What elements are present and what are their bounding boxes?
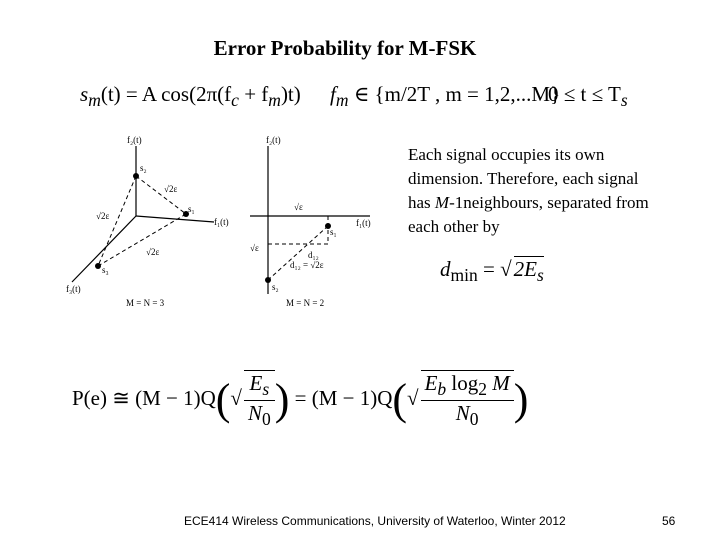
freq-subscript: m bbox=[268, 90, 281, 111]
description-suffix: -1neighbours, separated from each other by bbox=[408, 193, 649, 236]
label-d12: d₁₂ bbox=[308, 250, 319, 260]
slide-footer: ECE414 Wireless Communications, University of Waterloo, Winter 2012 bbox=[184, 514, 566, 528]
pe-den1-sub: 0 bbox=[261, 409, 271, 430]
pe-den2-sub: 0 bbox=[469, 409, 479, 430]
dmin-equals: = bbox=[477, 257, 501, 281]
dmin-subscript: min bbox=[450, 265, 478, 286]
slide-title: Error Probability for M-FSK bbox=[213, 36, 477, 60]
description-prefix: Each signal occupies its own dimension. Therefore, each signal has bbox=[408, 145, 639, 212]
label-s2: s₂ bbox=[140, 163, 147, 173]
label-sqrt2e-top: √2ε bbox=[164, 184, 178, 194]
error-probability-equation: P(e) ≅ (M − 1)Q(√ $\frac{E_s}{N_0}$ ) = (M − 1)Q(√ $\frac{E_b \log_2 M}{N_0}$ ) bbox=[72, 371, 529, 430]
point-s2 bbox=[133, 173, 139, 179]
dmin-symbol: d bbox=[440, 257, 451, 281]
dmin-root: 2E bbox=[513, 257, 537, 281]
signal-symbol: s bbox=[80, 82, 89, 106]
label-s1: s₁ bbox=[188, 204, 195, 214]
time-text: 0 ≤ t ≤ T bbox=[548, 82, 621, 106]
pe-num2-log-base: 2 bbox=[478, 379, 487, 400]
freq-symbol: f bbox=[330, 82, 336, 106]
pe-num2: E bbox=[424, 371, 438, 395]
description-text bbox=[408, 143, 658, 239]
label-f2: f₂(t) bbox=[127, 135, 142, 145]
pe-num1-sub: s bbox=[262, 379, 270, 400]
fsk-3d-constellation-diagram bbox=[64, 134, 239, 310]
label-s2: s₂ bbox=[272, 282, 279, 292]
dmin-root-subscript: s bbox=[536, 265, 544, 286]
description-variable: M bbox=[434, 193, 450, 212]
pe-lhs: P(e) ≅ (M − 1)Q bbox=[72, 386, 216, 410]
label-d12-value: d₁₂ = √2ε bbox=[290, 260, 324, 270]
point-s3 bbox=[95, 263, 101, 269]
pe-mid: = (M − 1)Q bbox=[289, 386, 393, 410]
caption-left: M = N = 3 bbox=[126, 298, 165, 308]
dmin-equation: $d_{min} = √2E_s$ bbox=[440, 257, 544, 286]
point-s2 bbox=[265, 277, 271, 283]
dashed-s2-s3 bbox=[98, 176, 136, 266]
label-sqrt-e-left: √ε bbox=[250, 243, 259, 253]
label-sqrt-e-top: √ε bbox=[294, 202, 303, 212]
time-interval bbox=[548, 82, 628, 111]
pe-num1: E bbox=[249, 371, 263, 395]
axis-f1-line bbox=[136, 216, 214, 222]
label-sqrt2e-bottom: √2ε bbox=[146, 247, 160, 257]
dashed-s2-s1 bbox=[136, 176, 186, 214]
label-sqrt2e-left: √2ε bbox=[96, 211, 110, 221]
pe-den1: N bbox=[247, 401, 262, 426]
pe-fraction-1 bbox=[244, 370, 275, 430]
signal-subscript: m bbox=[88, 90, 101, 111]
pe-fraction-2 bbox=[421, 370, 514, 430]
fsk-2d-constellation-diagram bbox=[230, 134, 390, 310]
label-f2: f₂(t) bbox=[266, 135, 281, 145]
frequency-equation bbox=[330, 82, 560, 111]
signal-plus: + f bbox=[238, 82, 269, 106]
freq-set: ∈ {m/2T , m = 1,2,...M} bbox=[348, 82, 561, 106]
label-f3: f₃(t) bbox=[66, 284, 81, 294]
pe-num2-sub: b bbox=[437, 379, 447, 400]
label-s3: s₃ bbox=[102, 265, 109, 275]
label-f1: f₁(t) bbox=[356, 218, 371, 228]
dashed-d12 bbox=[268, 226, 328, 280]
signal-body-b: )t) bbox=[280, 82, 301, 106]
pe-num2-m: M bbox=[486, 371, 510, 395]
label-s1: s₁ bbox=[330, 227, 337, 237]
signal-equation bbox=[80, 82, 301, 111]
dashed-s3-s1 bbox=[98, 214, 186, 266]
time-subscript: s bbox=[620, 90, 628, 111]
pe-den2: N bbox=[455, 401, 470, 426]
label-f1: f₁(t) bbox=[214, 217, 229, 227]
freq-symbol-subscript: m bbox=[335, 90, 349, 111]
caption-right: M = N = 2 bbox=[286, 298, 325, 308]
signal-body-a: (t) = A cos(2π(f bbox=[100, 82, 232, 106]
page-number: 56 bbox=[662, 514, 676, 528]
carrier-subscript: c bbox=[231, 90, 239, 111]
pe-num2-log: log bbox=[446, 371, 479, 395]
